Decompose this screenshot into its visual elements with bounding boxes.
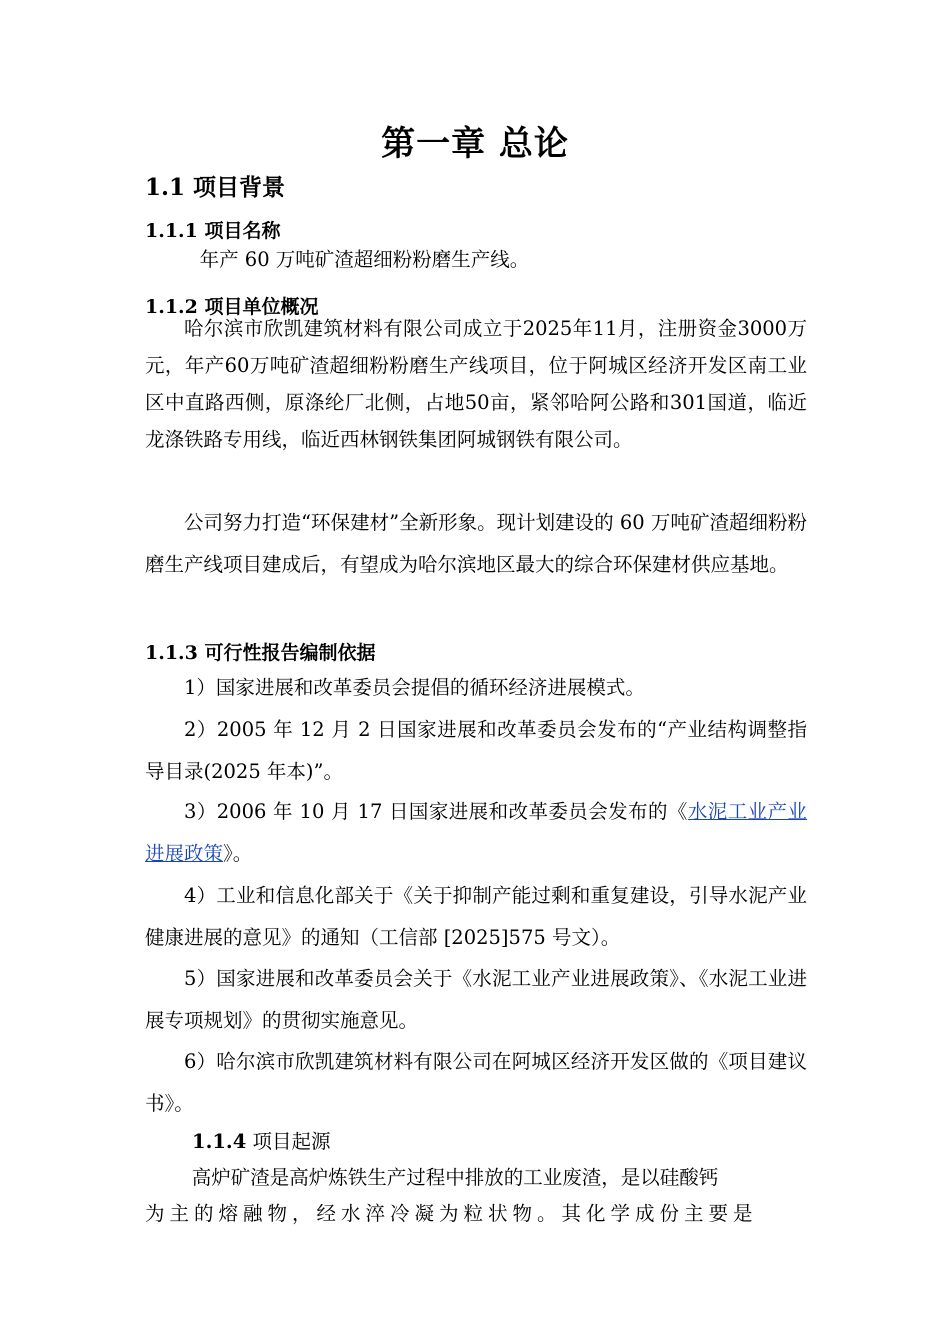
cement-policy-link[interactable]: 水泥工业产业进展政策 (145, 800, 807, 865)
basis-item-3-prefix: 3）2006 年 10 月 17 日国家进展和改革委员会发布的《 (184, 800, 688, 823)
section-heading-1-1-1: 1.1.1 项目名称 (145, 220, 281, 242)
basis-item-3 (145, 791, 807, 875)
section-heading-1-1-3: 1.1.3 可行性报告编制依据 (145, 642, 376, 664)
chapter-title: 第一章 总论 (381, 124, 569, 164)
company-overview-paragraph: 哈尔滨市欣凯建筑材料有限公司成立于2025年11月，注册资金3000万元，年产60万吨矿渣超细粉粉磨生产线项目，位于阿城区经济开发区南工业区中直路西侧，原涤纶厂北侧，占地50亩，紧邻哈阿公路和301国道，临近龙涤铁路专用线，临近西林钢铁集团阿城钢铁有限公司。 (145, 317, 807, 451)
section-heading-1-1: 1.1 项目背景 (145, 174, 286, 201)
basis-item-6: 6）哈尔滨市欣凯建筑材料有限公司在阿城区经济开发区做的《项目建议书》。 (145, 1050, 807, 1115)
basis-item-5: 5）国家进展和改革委员会关于《水泥工业产业进展政策》、《水泥工业进展专项规划》的贯彻实施意见。 (145, 967, 807, 1032)
basis-item-1: 1）国家进展和改革委员会提倡的循环经济进展模式。 (184, 676, 645, 699)
section-heading-1-1-2: 1.1.2 项目单位概况 (145, 296, 319, 318)
project-name-text: 年产 60 万吨矿渣超细粉粉磨生产线。 (199, 248, 530, 271)
basis-item-4: 4）工业和信息化部关于《关于抑制产能过剩和重复建设，引导水泥产业健康进展的意见》的通知（工信部 [2025]575 号文）。 (145, 884, 807, 949)
section-1-1-4-title: 项目起源 (246, 1130, 331, 1153)
basis-item-2: 2）2005 年 12 月 2 日国家进展和改革委员会发布的“产业结构调整指导目录(2025 年本)”。 (145, 718, 807, 783)
basis-item-3-suffix: 》。 (223, 842, 253, 865)
company-vision-paragraph: 公司努力打造“环保建材”全新形象。现计划建设的 60 万吨矿渣超细粉粉磨生产线项目建成后，有望成为哈尔滨地区最大的综合环保建材供应基地。 (145, 511, 807, 576)
section-1-1-4-number: 1.1.4 (192, 1130, 247, 1153)
project-origin-line-2: 为主的熔融物，经水淬冷凝为粒状物。其化学成份主要是 (145, 1202, 758, 1225)
project-origin-line-1: 高炉矿渣是高炉炼铁生产过程中排放的工业废渣，是以硅酸钙 (191, 1166, 719, 1189)
section-heading-1-1-4 (192, 1126, 854, 1154)
